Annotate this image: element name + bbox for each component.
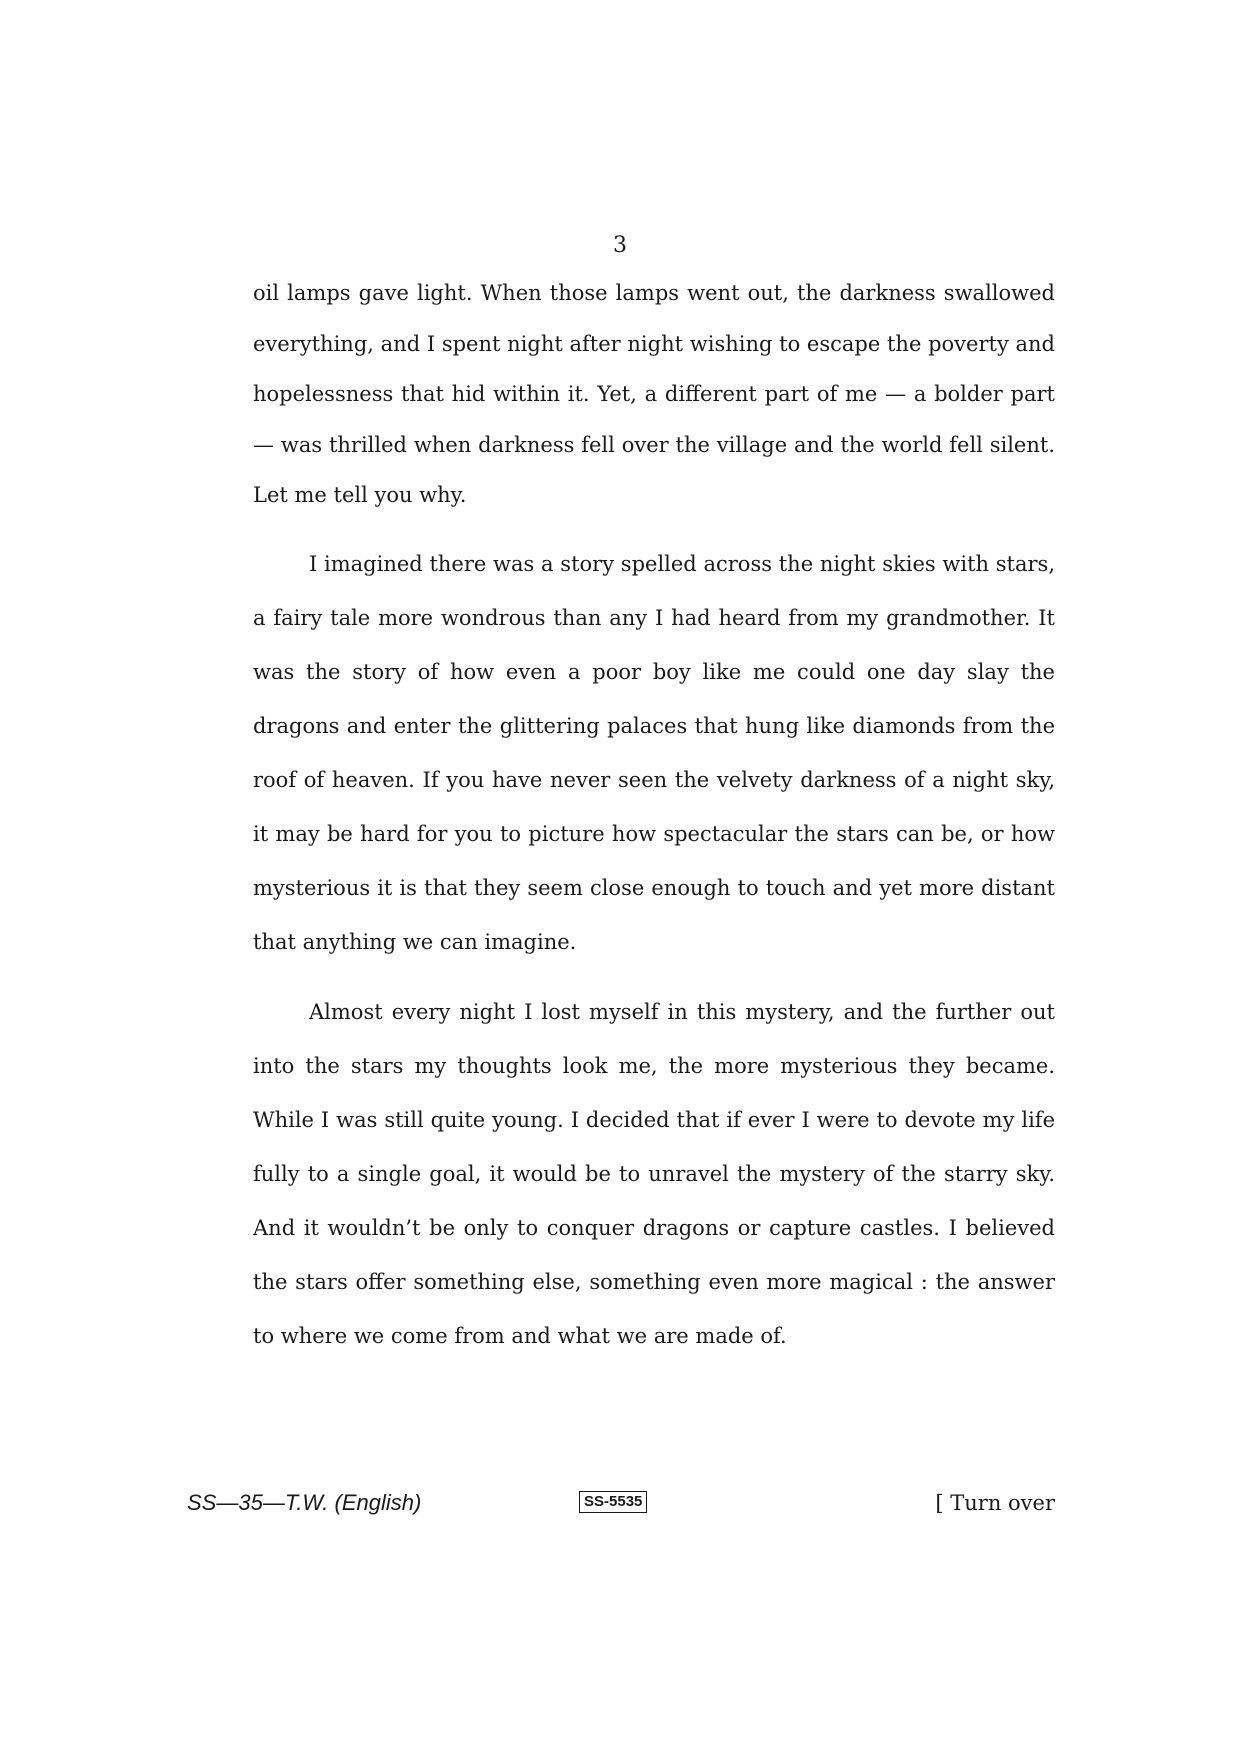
paragraph-1: oil lamps gave light. When those lamps went out, the darkness swallowed everything, and I spent night after night wishing to escape the poverty and hopelessness that hid within it. Yet, a different part of me — a bolder part — was thrilled when darkness fell over the village and the world fell silent. Let me tell you why. <box>253 281 1055 507</box>
passage-body <box>253 268 1055 1363</box>
paper-code: SS—35—T.W. (English) <box>187 1490 422 1515</box>
paragraph-2: I imagined there was a story spelled across the night skies with stars, a fairy tale more wondrous than any I had heard from my grandmother. It was the story of how even a poor boy like me could one day slay the dragons and enter the glittering palaces that hung like diamonds from the roof of heaven. If you have never seen the velvety darkness of a night sky, it may be hard for you to picture how spectacular the stars can be, or how mysterious it is that they seem close enough to touch and yet more distant that anything we can imagine. <box>253 551 1055 954</box>
page-number: 3 <box>613 233 627 258</box>
turn-over-note: [ Turn over <box>935 1491 1055 1515</box>
page-footer <box>187 1488 1055 1518</box>
paragraph-3: Almost every night I lost myself in this mystery, and the further out into the stars my thoughts look me, the more mysterious they became. While I was still quite young. I decided that if ever I were to devote my life fully to a single goal, it would be to unravel the mystery of the starry sky. And it wouldn’t be only to conquer dragons or capture castles. I believed the stars offer something else, something even more magical : the answer to where we come from and what we are made of. <box>253 999 1055 1348</box>
series-code-box: SS-5535 <box>579 1491 647 1513</box>
